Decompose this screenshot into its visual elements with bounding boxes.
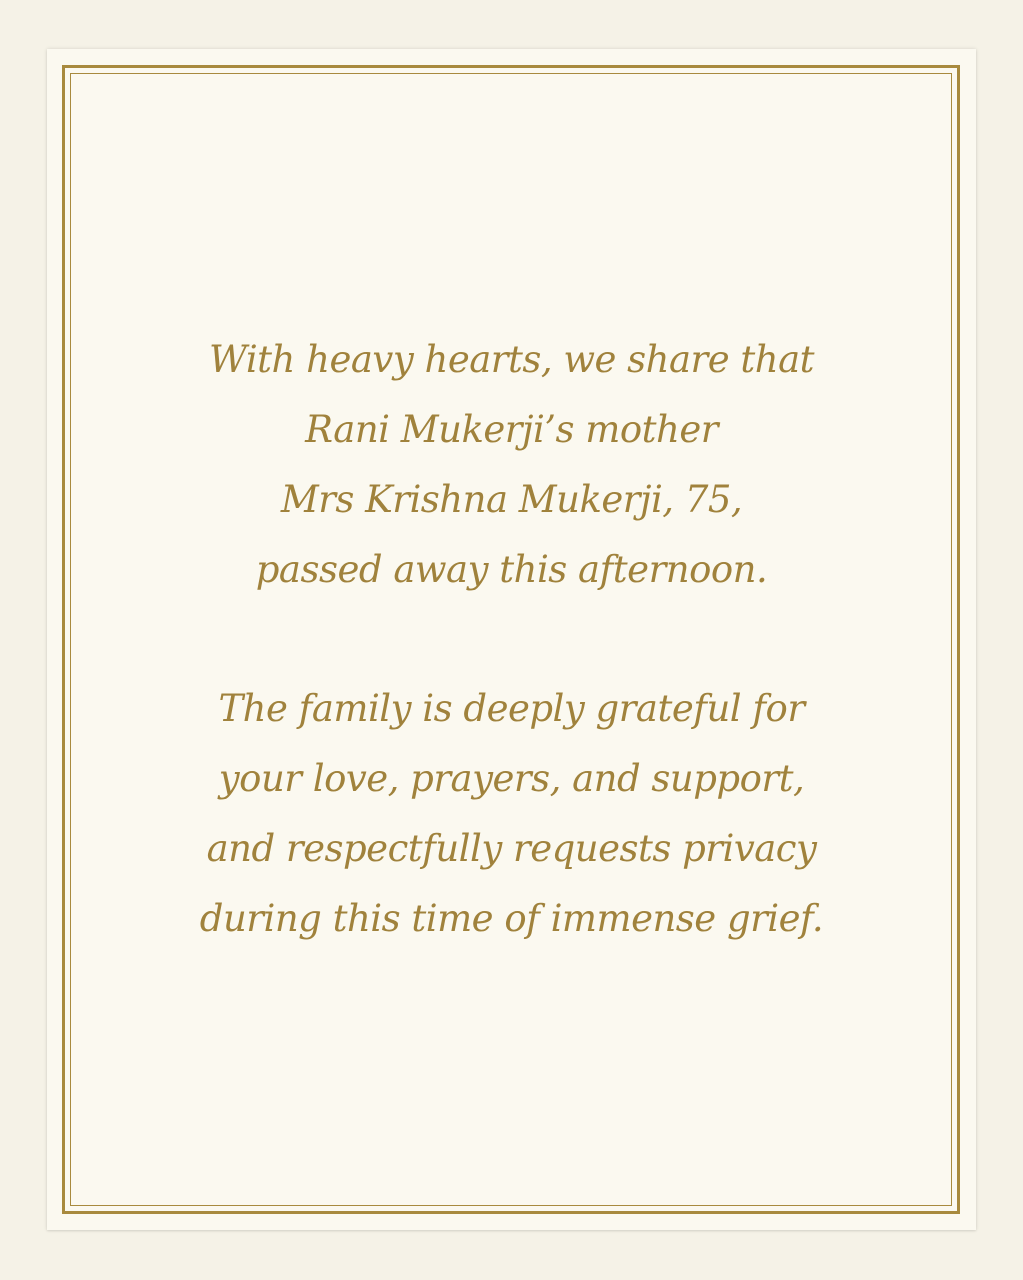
message-line: Rani Mukerji’s mother bbox=[305, 408, 718, 451]
message-line: The family is deeply grateful for bbox=[218, 687, 805, 730]
message-paragraph-announcement bbox=[47, 325, 976, 605]
message-line: your love, prayers, and support, bbox=[218, 757, 805, 800]
message-line: Mrs Krishna Mukerji, 75, bbox=[280, 478, 743, 521]
condolence-card bbox=[47, 49, 976, 1230]
message-paragraph-gratitude bbox=[47, 674, 976, 954]
message-line: and respectfully requests privacy bbox=[206, 827, 817, 870]
card-border-inner bbox=[70, 73, 952, 1206]
card-border-outer bbox=[62, 65, 960, 1214]
message-line: during this time of immense grief. bbox=[199, 897, 824, 940]
message-line: passed away this afternoon. bbox=[255, 548, 768, 591]
message-line: With heavy hearts, we share that bbox=[208, 338, 815, 381]
